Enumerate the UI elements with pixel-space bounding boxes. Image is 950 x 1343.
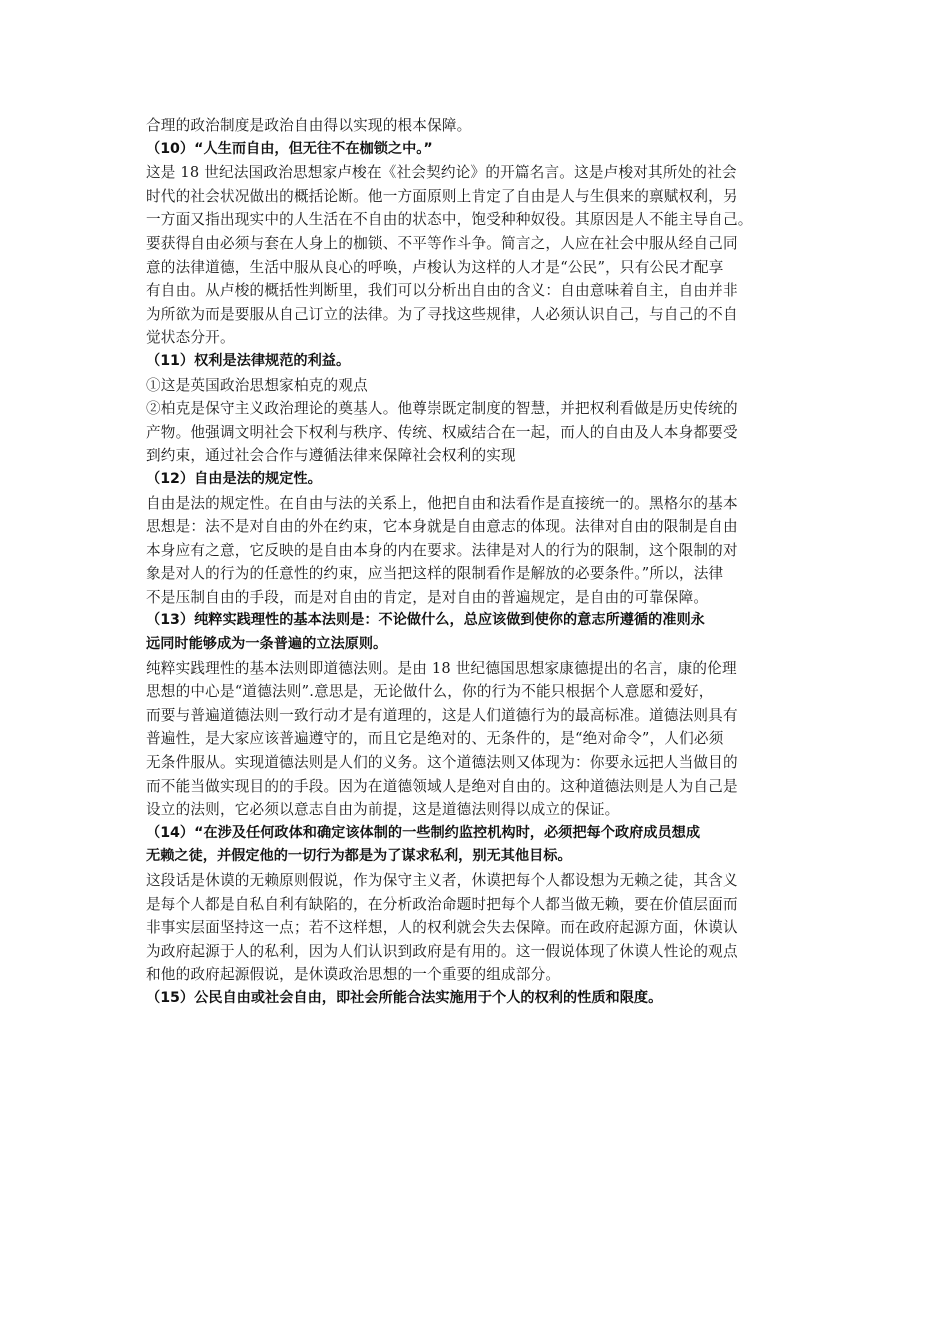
section-heading-line: （11）权利是法律规范的利益。 [146, 352, 351, 369]
body-text-line: 本身应有之意，它反映的是自由本身的内在要求。法律是对人的行为的限制，这个限制的对 [146, 541, 738, 559]
body-text-line: 这段话是休谟的无赖原则假说，作为保守主义者，休谟把每个人都设想为无赖之徒，其含义 [146, 872, 738, 889]
body-text-line: 而要与普遍道德法则一致行动才是有道理的，这是人们道德行为的最高标准。道德法则具有 [146, 706, 738, 724]
body-text-line: 要获得自由必须与套在人身上的枷锁、不平等作斗争。简言之，人应在社会中服从经自己同 [146, 234, 738, 252]
section-heading-line: （13）纯粹实践理性的基本法则是：不论做什么，总应该做到使你的意志所遵循的准则永 [146, 612, 705, 629]
body-text-line: 无条件服从。实现道德法则是人们的义务。这个道德法则又体现为：你要永远把人当做目的 [146, 754, 738, 772]
body-text-line: 设立的法则，它必须以意志自由为前提，这是道德法则得以成立的保证。 [146, 801, 620, 819]
body-text-line: 非事实层面坚持这一点；若不这样想，人的权利就会失去保障。而在政府起源方面，休谟认 [146, 919, 738, 937]
section-heading-line: （10）“人生而自由，但无往不在枷锁之中。” [146, 140, 433, 157]
body-text-line: 自由是法的规定性。在自由与法的关系上，他把自由和法看作是直接统一的。黑格尔的基本 [146, 494, 738, 512]
body-text-line: 这是 18 世纪法国政治思想家卢梭在《社会契约论》的开篇名言。这是卢梭对其所处的社会 [146, 164, 737, 182]
section-heading-line: （12）自由是法的规定性。 [146, 470, 322, 487]
body-text-line: 一方面又指出现实中的人生活在不自由的状态中，饱受种种奴役。其原因是人不能主导自己。 [146, 211, 753, 229]
section-heading-line: 无赖之徒，并假定他的一切行为都是为了谋求私利，别无其他目标。 [146, 848, 572, 865]
body-text-line: 和他的政府起源假说，是休谟政治思想的一个重要的组成部分。 [146, 966, 561, 984]
body-text-line: 时代的社会状况做出的概括论断。他一方面原则上肯定了自由是人与生俱来的禀赋权利，另 [146, 187, 738, 205]
section-heading-line: （15）公民自由或社会自由，即社会所能合法实施用于个人的权利的性质和限度。 [146, 989, 663, 1006]
body-text-line: 纯粹实践理性的基本法则即道德法则。是由 18 世纪德国思想家康德提出的名言，康的伦理 [146, 659, 737, 677]
section-heading-line: （14）“在涉及任何政体和确定该体制的一些制约监控机构时，必须把每个政府成员想成 [146, 824, 701, 841]
body-text-line: ①这是英国政治思想家柏克的观点 [146, 376, 368, 394]
body-text-line: 思想是：法不是对自由的外在约束，它本身就是自由意志的体现。法律对自由的限制是自由 [146, 518, 738, 536]
body-text-line: 象是对人的行为的任意性的约束，应当把这样的限制看作是解放的必要条件。”所以，法律 [146, 565, 724, 583]
document-page [146, 114, 808, 1011]
body-text-line: 为所欲为而是要服从自己订立的法律。为了寻找这些规律，人必须认识自己，与自己的不自 [146, 305, 738, 323]
body-text-line: 而不能当做实现目的的手段。因为在道德领域人是绝对自由的。这种道德法则是人为自己是 [146, 777, 738, 795]
body-text-line: 有自由。从卢梭的概括性判断里，我们可以分析出自由的含义：自由意味着自主，自由并非 [146, 282, 738, 300]
body-text-line: 觉状态分开。 [146, 329, 235, 347]
body-text-line: 不是压制自由的手段，而是对自由的肯定，是对自由的普遍规定，是自由的可靠保障。 [146, 588, 709, 606]
body-text-line: 合理的政治制度是政治自由得以实现的根本保障。 [146, 117, 472, 134]
section-heading-line: 远同时能够成为一条普遍的立法原则。 [146, 636, 388, 653]
body-text-line: 产物。他强调文明社会下权利与秩序、传统、权威结合在一起，而人的自由及人本身都要受 [146, 423, 738, 441]
body-text-line: 普遍性，是大家应该普遍遵守的，而且它是绝对的、无条件的，是“绝对命令”，人们必须 [146, 730, 724, 748]
body-text-line: 为政府起源于人的私利，因为人们认识到政府是有用的。这一假说体现了休谟人性论的观点 [146, 942, 738, 960]
body-text-line: 是每个人都是自私自利有缺陷的，在分析政治命题时把每个人都当做无赖，要在价值层面而 [146, 895, 738, 913]
body-text-line: ②柏克是保守主义政治理论的奠基人。他尊崇既定制度的智慧，并把权利看做是历史传统的 [146, 400, 738, 418]
body-text-line: 到约束，通过社会合作与遵循法律来保障社会权利的实现 [146, 447, 516, 465]
body-text-line: 意的法律道德，生活中服从良心的呼唤，卢梭认为这样的人才是“公民”，只有公民才配享 [146, 258, 724, 276]
body-text-line: 思想的中心是“道德法则”.意思是，无论做什么，你的行为不能只根据个人意愿和爱好， [146, 683, 714, 701]
